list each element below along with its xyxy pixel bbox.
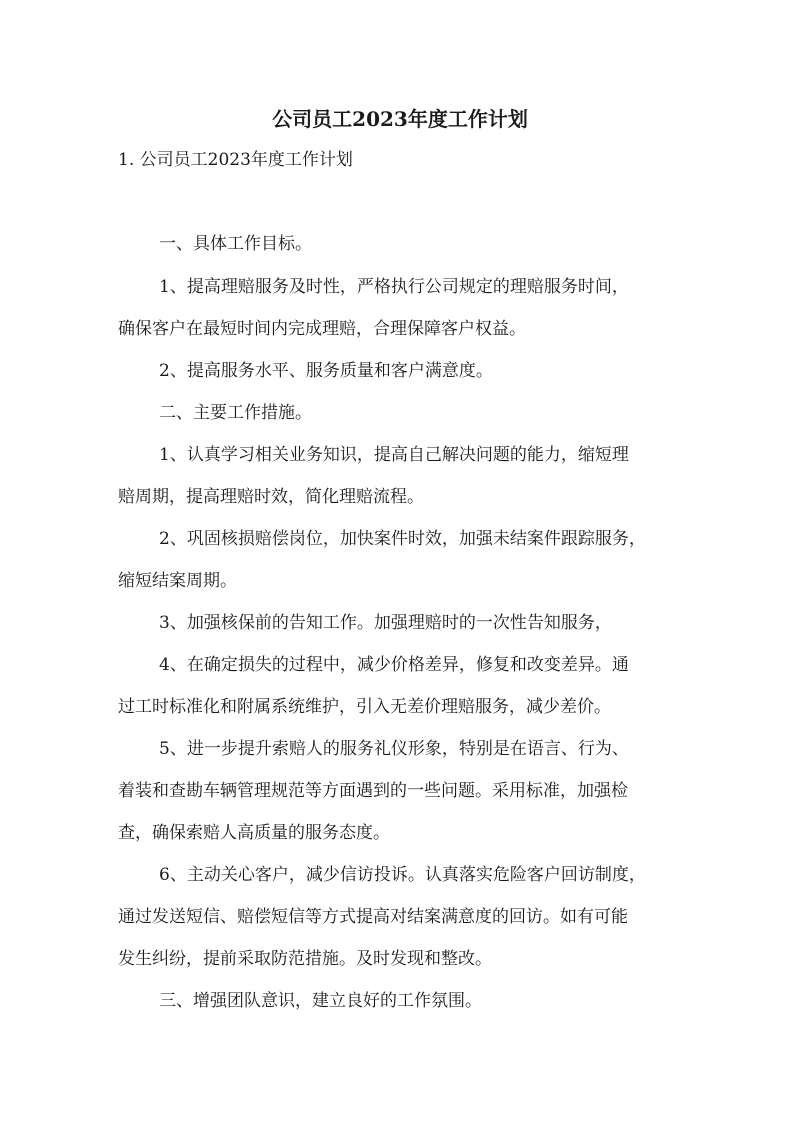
section-heading: 二、主要工作措施。 bbox=[159, 403, 312, 423]
paragraph-line: 缩短结案周期。 bbox=[118, 571, 237, 591]
document-title: 公司员工2023年度工作计划 bbox=[272, 107, 528, 131]
paragraph-line: 5、进一步提升索赔人的服务礼仪形象，特别是在语言、行为、 bbox=[159, 739, 629, 759]
paragraph-line: 2、提高服务水平、服务质量和客户满意度。 bbox=[159, 361, 493, 381]
paragraph-line: 1、认真学习相关业务知识，提高自己解决问题的能力，缩短理 bbox=[159, 445, 629, 465]
paragraph-line: 过工时标准化和附属系统维护，引入无差价理赔服务，减少差价。 bbox=[118, 697, 611, 717]
paragraph-line: 通过发送短信、赔偿短信等方式提高对结案满意度的回访。如有可能 bbox=[118, 907, 628, 927]
paragraph-line: 3、加强核保前的告知工作。加强理赔时的一次性告知服务， bbox=[159, 613, 612, 633]
paragraph-line: 查，确保索赔人高质量的服务态度。 bbox=[118, 823, 390, 843]
paragraph-line: 发生纠纷，提前采取防范措施。及时发现和整改。 bbox=[118, 949, 492, 969]
paragraph-line: 4、在确定损失的过程中，减少价格差异，修复和改变差异。通 bbox=[159, 655, 629, 675]
paragraph-line: 1、提高理赔服务及时性，严格执行公司规定的理赔服务时间， bbox=[159, 277, 629, 297]
document-subtitle: 1. 公司员工2023年度工作计划 bbox=[118, 150, 353, 170]
paragraph-line: 赔周期，提高理赔时效，简化理赔流程。 bbox=[118, 487, 424, 507]
section-heading: 一、具体工作目标。 bbox=[159, 234, 312, 254]
paragraph-line: 2、巩固核损赔偿岗位，加快案件时效，加强未结案件跟踪服务， bbox=[159, 529, 646, 549]
paragraph-line: 确保客户在最短时间内完成理赔，合理保障客户权益。 bbox=[118, 319, 526, 339]
paragraph-line: 着装和查勘车辆管理规范等方面遇到的一些问题。采用标准，加强检 bbox=[118, 781, 628, 801]
paragraph-line: 6、主动关心客户，减少信访投诉。认真落实危险客户回访制度， bbox=[159, 865, 646, 885]
section-heading: 三、增强团队意识，建立良好的工作氛围。 bbox=[159, 991, 482, 1011]
